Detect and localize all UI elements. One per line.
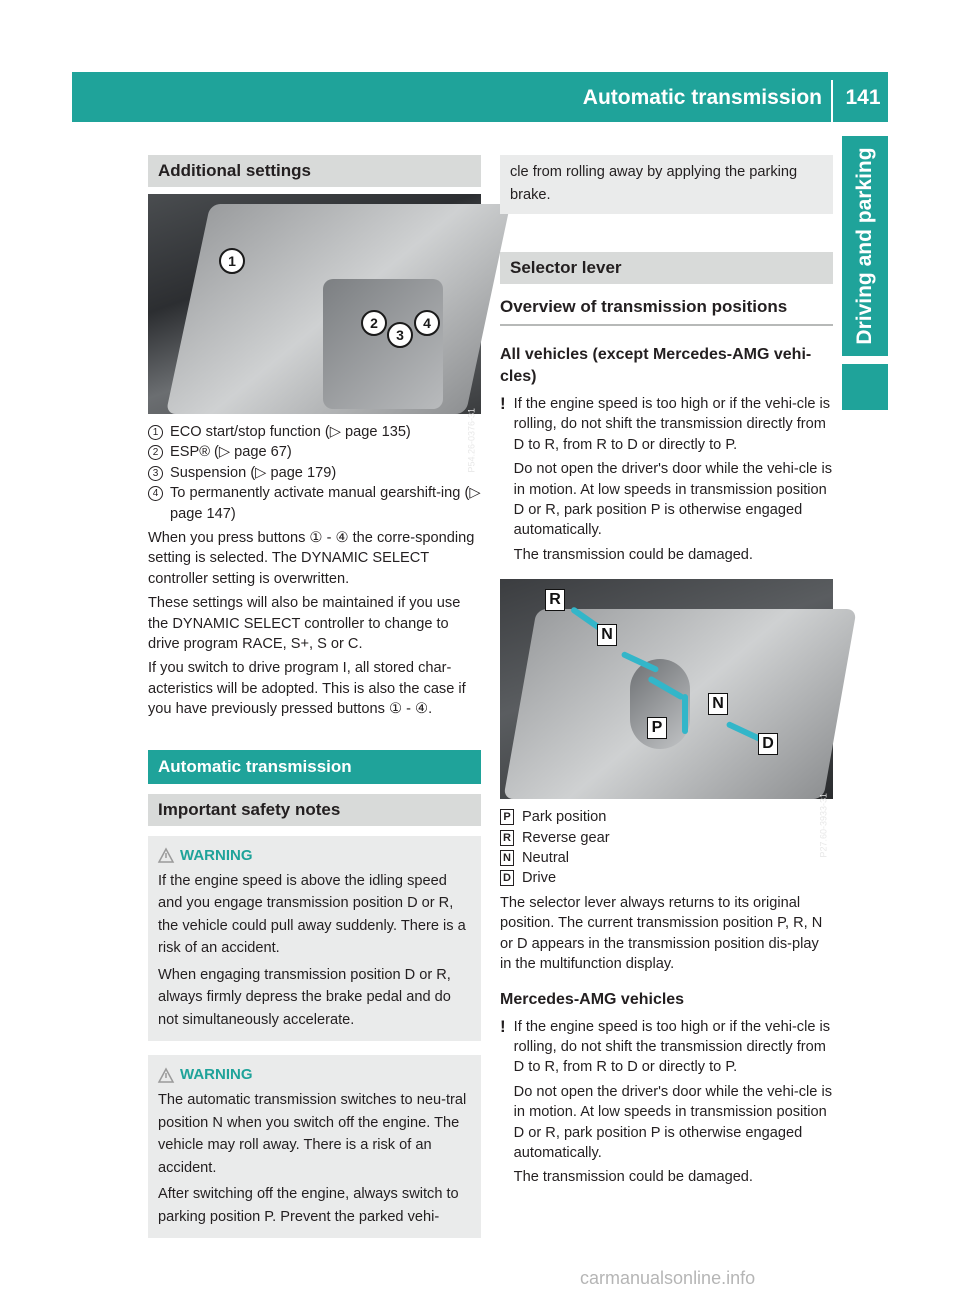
list-item: N Neutral	[500, 848, 833, 868]
warning-text: cle from rolling away by applying the parking brake.	[510, 164, 798, 203]
page-number: 141	[845, 86, 881, 109]
warning-title: WARNING	[158, 846, 471, 866]
note-block	[500, 1017, 833, 1188]
warning-text: If the engine speed is above the idling speed and you engage transmission position D or R, the vehicle could pull away suddenly. There is a risk of an accident.	[158, 872, 466, 957]
note-block	[500, 394, 833, 565]
subsection-heading-safety-notes: Important safety notes	[148, 794, 481, 826]
list-item: 3 Suspension (▷ page 179)	[148, 463, 481, 483]
callout-badge-2: 2	[361, 310, 387, 336]
list-item: D Drive	[500, 868, 833, 888]
gear-label-n: N	[597, 624, 617, 646]
section-heading-additional-settings: Additional settings	[148, 155, 481, 187]
note-text: The transmission could be damaged.	[513, 1169, 753, 1186]
chapter-tab-block	[842, 364, 888, 410]
gear-label-d: D	[758, 733, 778, 755]
callout-badge-1: 1	[219, 248, 245, 274]
right-column	[500, 155, 833, 1188]
list-item: P Park position	[500, 807, 833, 827]
watermark: carmanualsonline.info	[580, 1268, 756, 1288]
section-heading-automatic-transmission: Automatic transmission	[148, 750, 481, 784]
warning-triangle-icon	[158, 1068, 174, 1083]
chapter-tab-label: Driving and parking	[853, 147, 876, 345]
divider	[500, 324, 833, 326]
warning-box	[148, 836, 481, 1042]
figure-code: P27.60-3933-31	[819, 793, 829, 858]
subsection-heading-overview: Overview of transmission positions	[500, 297, 788, 316]
paragraph: If you switch to drive program I, all stored char-acteristics will be adopted. This is also the case if you have previously pressed buttons ① - ④.	[148, 660, 466, 718]
note-text: If the engine speed is too high or if the vehi-cle is rolling, do not shift the transmission directly from D to R, from R to D or directly to P.	[513, 1018, 831, 1076]
warning-box-continued	[500, 155, 833, 214]
list-item: 4 To permanently activate manual gearshift-ing (▷ page 147)	[148, 483, 481, 524]
position-list	[500, 807, 833, 889]
page-header-title: Automatic transmission	[582, 86, 822, 109]
list-item: R Reverse gear	[500, 828, 833, 848]
left-column	[148, 155, 481, 1238]
note-text: If the engine speed is too high or if the vehi-cle is rolling, do not shift the transmission directly from D to R, from R to D or directly to P.	[513, 396, 831, 453]
warning-title: WARNING	[158, 1065, 471, 1085]
warning-text: When engaging transmission position D or R, always firmly depress the brake pedal and do not simultaneously accelerate.	[158, 966, 451, 1028]
subsection-heading-amg: Mercedes-AMG vehicles	[500, 990, 685, 1008]
note-text: Do not open the driver's door while the vehi-cle is in motion. At low speeds in transmission position D or R, park position P is otherwise engaged automatically.	[513, 1083, 833, 1161]
chapter-tab	[842, 136, 888, 356]
paragraph: The selector lever always returns to its original position. The current transmission position P, R, N or D appears in the transmission position dis-play in the multifunction display.	[500, 894, 823, 973]
figure-code: P54.26-0376-31	[467, 408, 477, 473]
subsection-heading-all-vehicles: All vehicles (except Mercedes-AMG vehi-cles)	[500, 346, 812, 385]
warning-text: The automatic transmission switches to neu-tral position N when you switch off the engine. The vehicle may roll away. There is a risk of an accident.	[158, 1092, 467, 1176]
gear-label-n-lower: N	[708, 693, 728, 715]
section-heading-selector-lever: Selector lever	[500, 252, 833, 284]
gear-label-p: P	[647, 717, 667, 739]
list-item: 2 ESP® (▷ page 67)	[148, 442, 481, 462]
caution-icon: !	[500, 394, 506, 413]
paragraph: These settings will also be maintained if you use the DYNAMIC SELECT controller to change to drive program RACE, S+, S or C.	[148, 595, 461, 653]
note-text: Do not open the driver's door while the vehi-cle is in motion. At low speeds in transmission position D or R, park position P is otherwise engaged automatically.	[513, 461, 833, 539]
callout-badge-4: 4	[414, 310, 440, 336]
warning-box	[148, 1055, 481, 1238]
warning-text: After switching off the engine, always switch to parking position P. Prevent the parked vehi-	[158, 1186, 459, 1225]
list-item: 1 ECO start/stop function (▷ page 135)	[148, 422, 481, 442]
caution-icon: !	[500, 1016, 506, 1036]
note-text: The transmission could be damaged.	[513, 546, 753, 563]
callout-badge-3: 3	[387, 322, 413, 348]
header-divider	[831, 80, 833, 122]
paragraph: When you press buttons ① - ④ the corre-sponding setting is selected. The DYNAMIC SELECT controller setting is overwritten.	[148, 530, 475, 587]
warning-triangle-icon	[158, 848, 174, 863]
gear-label-r: R	[545, 589, 565, 611]
callout-list	[148, 422, 481, 524]
